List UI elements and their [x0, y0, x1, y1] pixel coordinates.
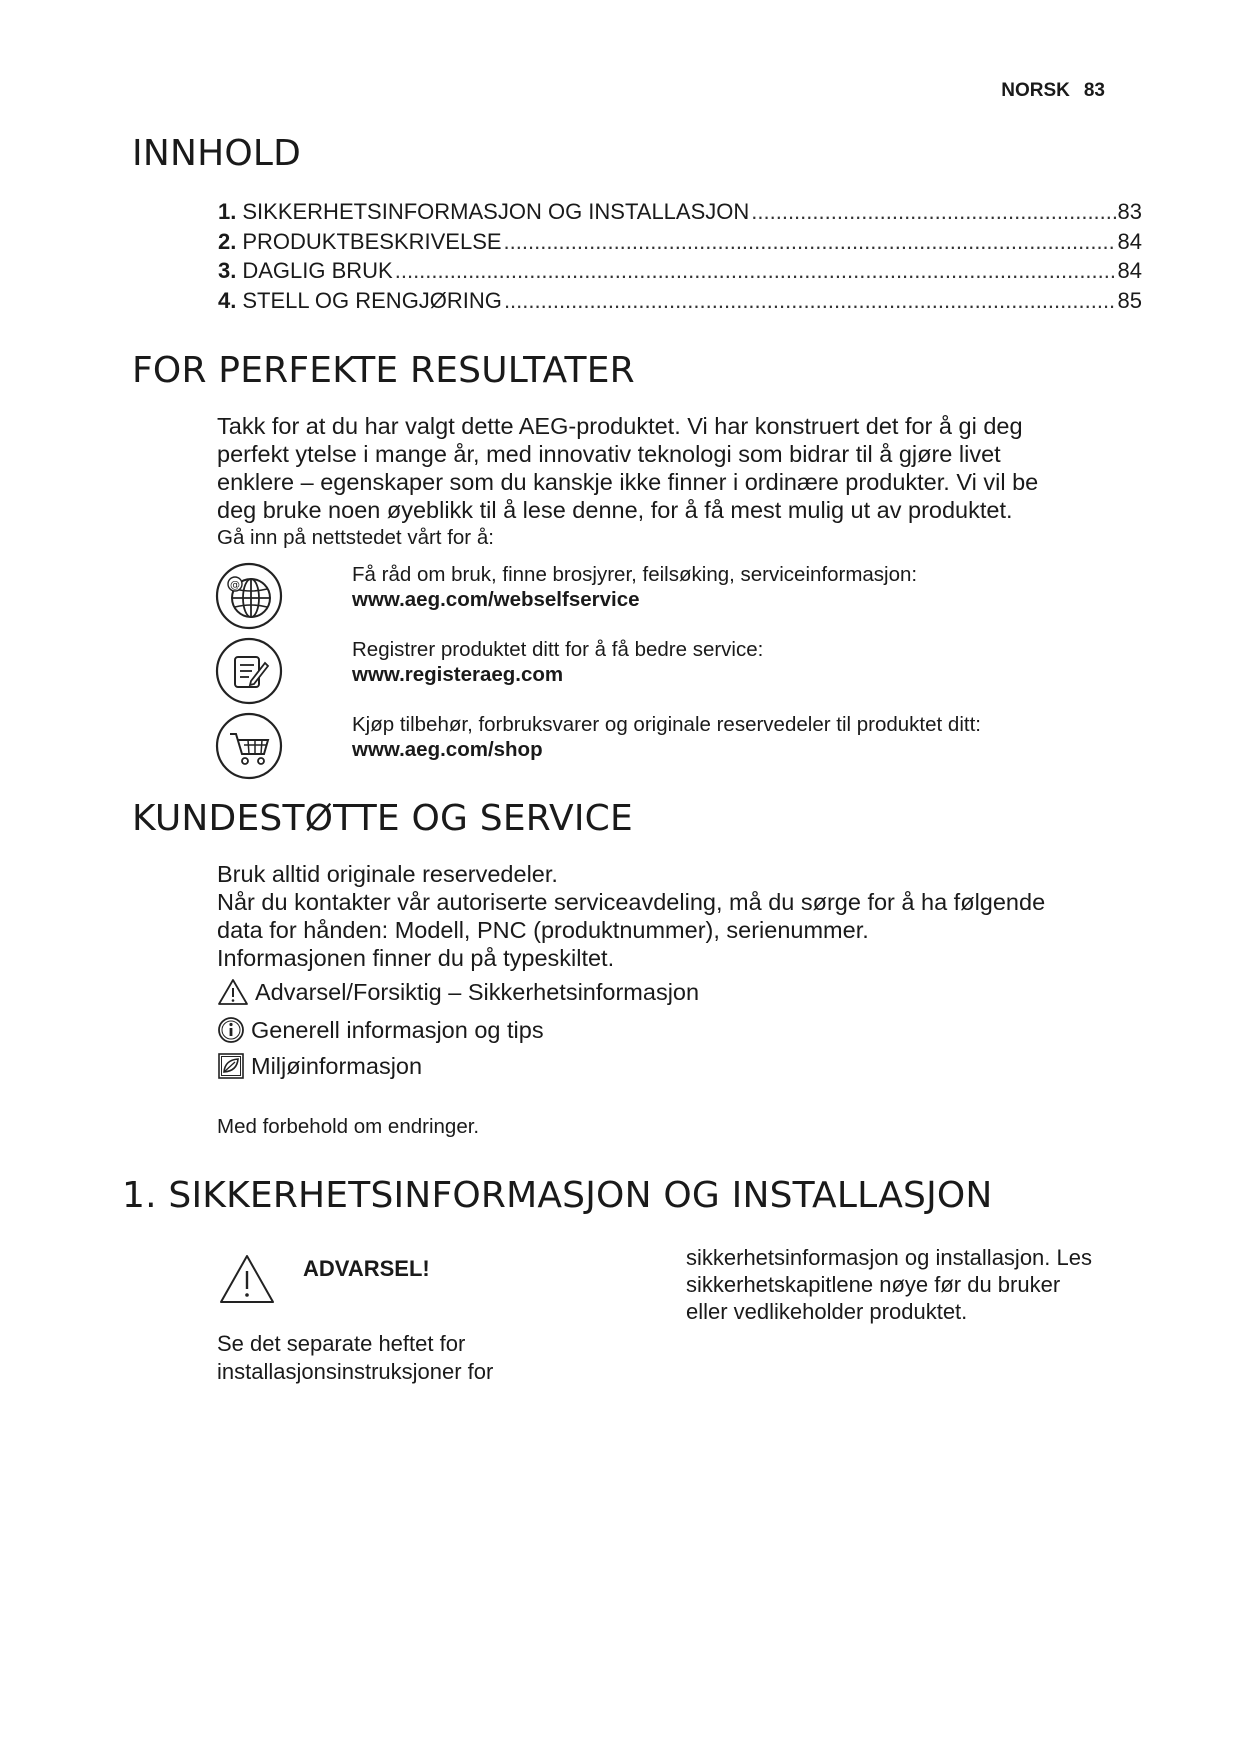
customer-service-line: Når du kontakter vår autoriserte serviceavdeling, må du sørge for å ha følgende [217, 889, 1046, 915]
warning-triangle-icon [217, 978, 249, 1006]
safety-text-line: Se det separate heftet for [217, 1331, 466, 1356]
customer-service-line: Informasjonen finner du på typeskiltet. [217, 945, 615, 971]
legend-environment [217, 1052, 422, 1080]
safety-text-line: sikkerhetskapitlene nøye før du bruker [686, 1272, 1061, 1297]
legend-label: Miljøinformasjon [251, 1052, 423, 1079]
toc-item-label: PRODUKTBESKRIVELSE [242, 228, 502, 254]
safety-left-column [217, 1330, 493, 1386]
legend-warning [217, 978, 699, 1006]
safety-text-line: installasjonsinstruksjoner for [217, 1359, 494, 1384]
safety-text-line: sikkerhetsinformasjon og installasjon. Les [686, 1245, 1092, 1270]
table-of-contents [218, 197, 1142, 315]
legend-info [217, 1016, 544, 1044]
toc-item-label: DAGLIG BRUK [242, 258, 393, 283]
toc-item-number: 1. [218, 199, 237, 224]
service-link-shop[interactable]: www.aeg.com/shop [352, 738, 543, 761]
service-description: Kjøp tilbehør, forbruksvarer og originale reservedeler til produktet ditt: [352, 713, 981, 736]
toc-item-label: SIKKERHETSINFORMASJON OG INSTALLASJON [242, 199, 750, 224]
environment-leaf-icon [217, 1052, 245, 1080]
toc-item-label: STELL OG RENGJØRING [242, 287, 502, 313]
toc-item-page: 84 [1117, 228, 1142, 254]
toc-item-number: 4. [218, 287, 237, 313]
service-text [352, 637, 763, 687]
service-link-register[interactable]: www.registeraeg.com [352, 663, 564, 686]
intro-line: deg bruke noen øyeblikk til å lese denne, for å få mest mulig ut av produktet. [217, 497, 1013, 523]
contents-title: INNHOLD [132, 133, 302, 174]
toc-item-3[interactable] [218, 256, 1142, 286]
header-language: NORSK [1001, 80, 1070, 101]
toc-item-2[interactable] [218, 227, 1142, 257]
customer-service-line: data for hånden: Modell, PNC (produktnummer), serienummer. [217, 917, 869, 943]
service-row-shop [215, 712, 1155, 782]
perfect-results-title: FOR PERFEKTE RESULTATER [132, 350, 635, 391]
visit-text: Gå inn på nettstedet vårt for å: [217, 526, 494, 549]
toc-item-4[interactable] [218, 286, 1142, 316]
toc-item-page: 84 [1117, 258, 1142, 283]
legend-label: Generell informasjon og tips [251, 1016, 544, 1043]
shopping-cart-icon [215, 712, 283, 780]
intro-paragraph [217, 412, 1177, 524]
legend-label: Advarsel/Forsiktig – Sikkerhetsinformasjon [255, 978, 700, 1005]
customer-service-paragraph [217, 860, 1177, 972]
service-description: Få råd om bruk, finne brosjyrer, feilsøking, serviceinformasjon: [352, 563, 918, 586]
register-document-icon [215, 637, 283, 705]
safety-right-column [686, 1244, 1092, 1325]
toc-item-number: 3. [218, 258, 237, 283]
service-row-register [215, 637, 1155, 707]
header-page-number: 83 [1083, 80, 1105, 101]
toc-item-number: 2. [218, 228, 237, 254]
customer-service-line: Bruk alltid originale reservedeler. [217, 861, 558, 887]
service-description: Registrer produktet ditt for å få bedre service: [352, 638, 764, 661]
info-icon [217, 1016, 245, 1044]
safety-section-title: 1. SIKKERHETSINFORMASJON OG INSTALLASJON [122, 1175, 993, 1216]
intro-line: Takk for at du har valgt dette AEG-produktet. Vi har konstruert det for å gi deg [217, 413, 1023, 439]
toc-item-page: 85 [1117, 287, 1142, 313]
toc-leader-dots [751, 197, 1115, 227]
toc-item-page: 83 [1117, 199, 1142, 224]
page-header [1001, 80, 1105, 102]
changes-note: Med forbehold om endringer. [217, 1115, 480, 1138]
warning-label: ADVARSEL! [303, 1256, 430, 1281]
intro-line: enklere – egenskaper som du kanskje ikke finner i ordinære produkter. Vi vil be [217, 469, 1039, 495]
service-text [352, 712, 981, 762]
customer-service-title: KUNDESTØTTE OG SERVICE [132, 798, 633, 839]
toc-leader-dots [395, 256, 1116, 286]
service-link-webselfservice[interactable]: www.aeg.com/webselfservice [352, 588, 640, 611]
toc-leader-dots [504, 227, 1116, 257]
intro-line: perfekt ytelse i mange år, med innovativ teknologi som bidrar til å gjøre livet [217, 441, 1001, 467]
globe-icon [215, 562, 283, 630]
warning-triangle-icon [218, 1253, 276, 1305]
service-text [352, 562, 917, 612]
safety-text-line: eller vedlikeholder produktet. [686, 1299, 968, 1324]
toc-leader-dots [504, 286, 1116, 316]
service-row-advice [215, 562, 1155, 632]
toc-item-1[interactable] [218, 197, 1142, 227]
svg-text:@: @ [230, 580, 240, 591]
